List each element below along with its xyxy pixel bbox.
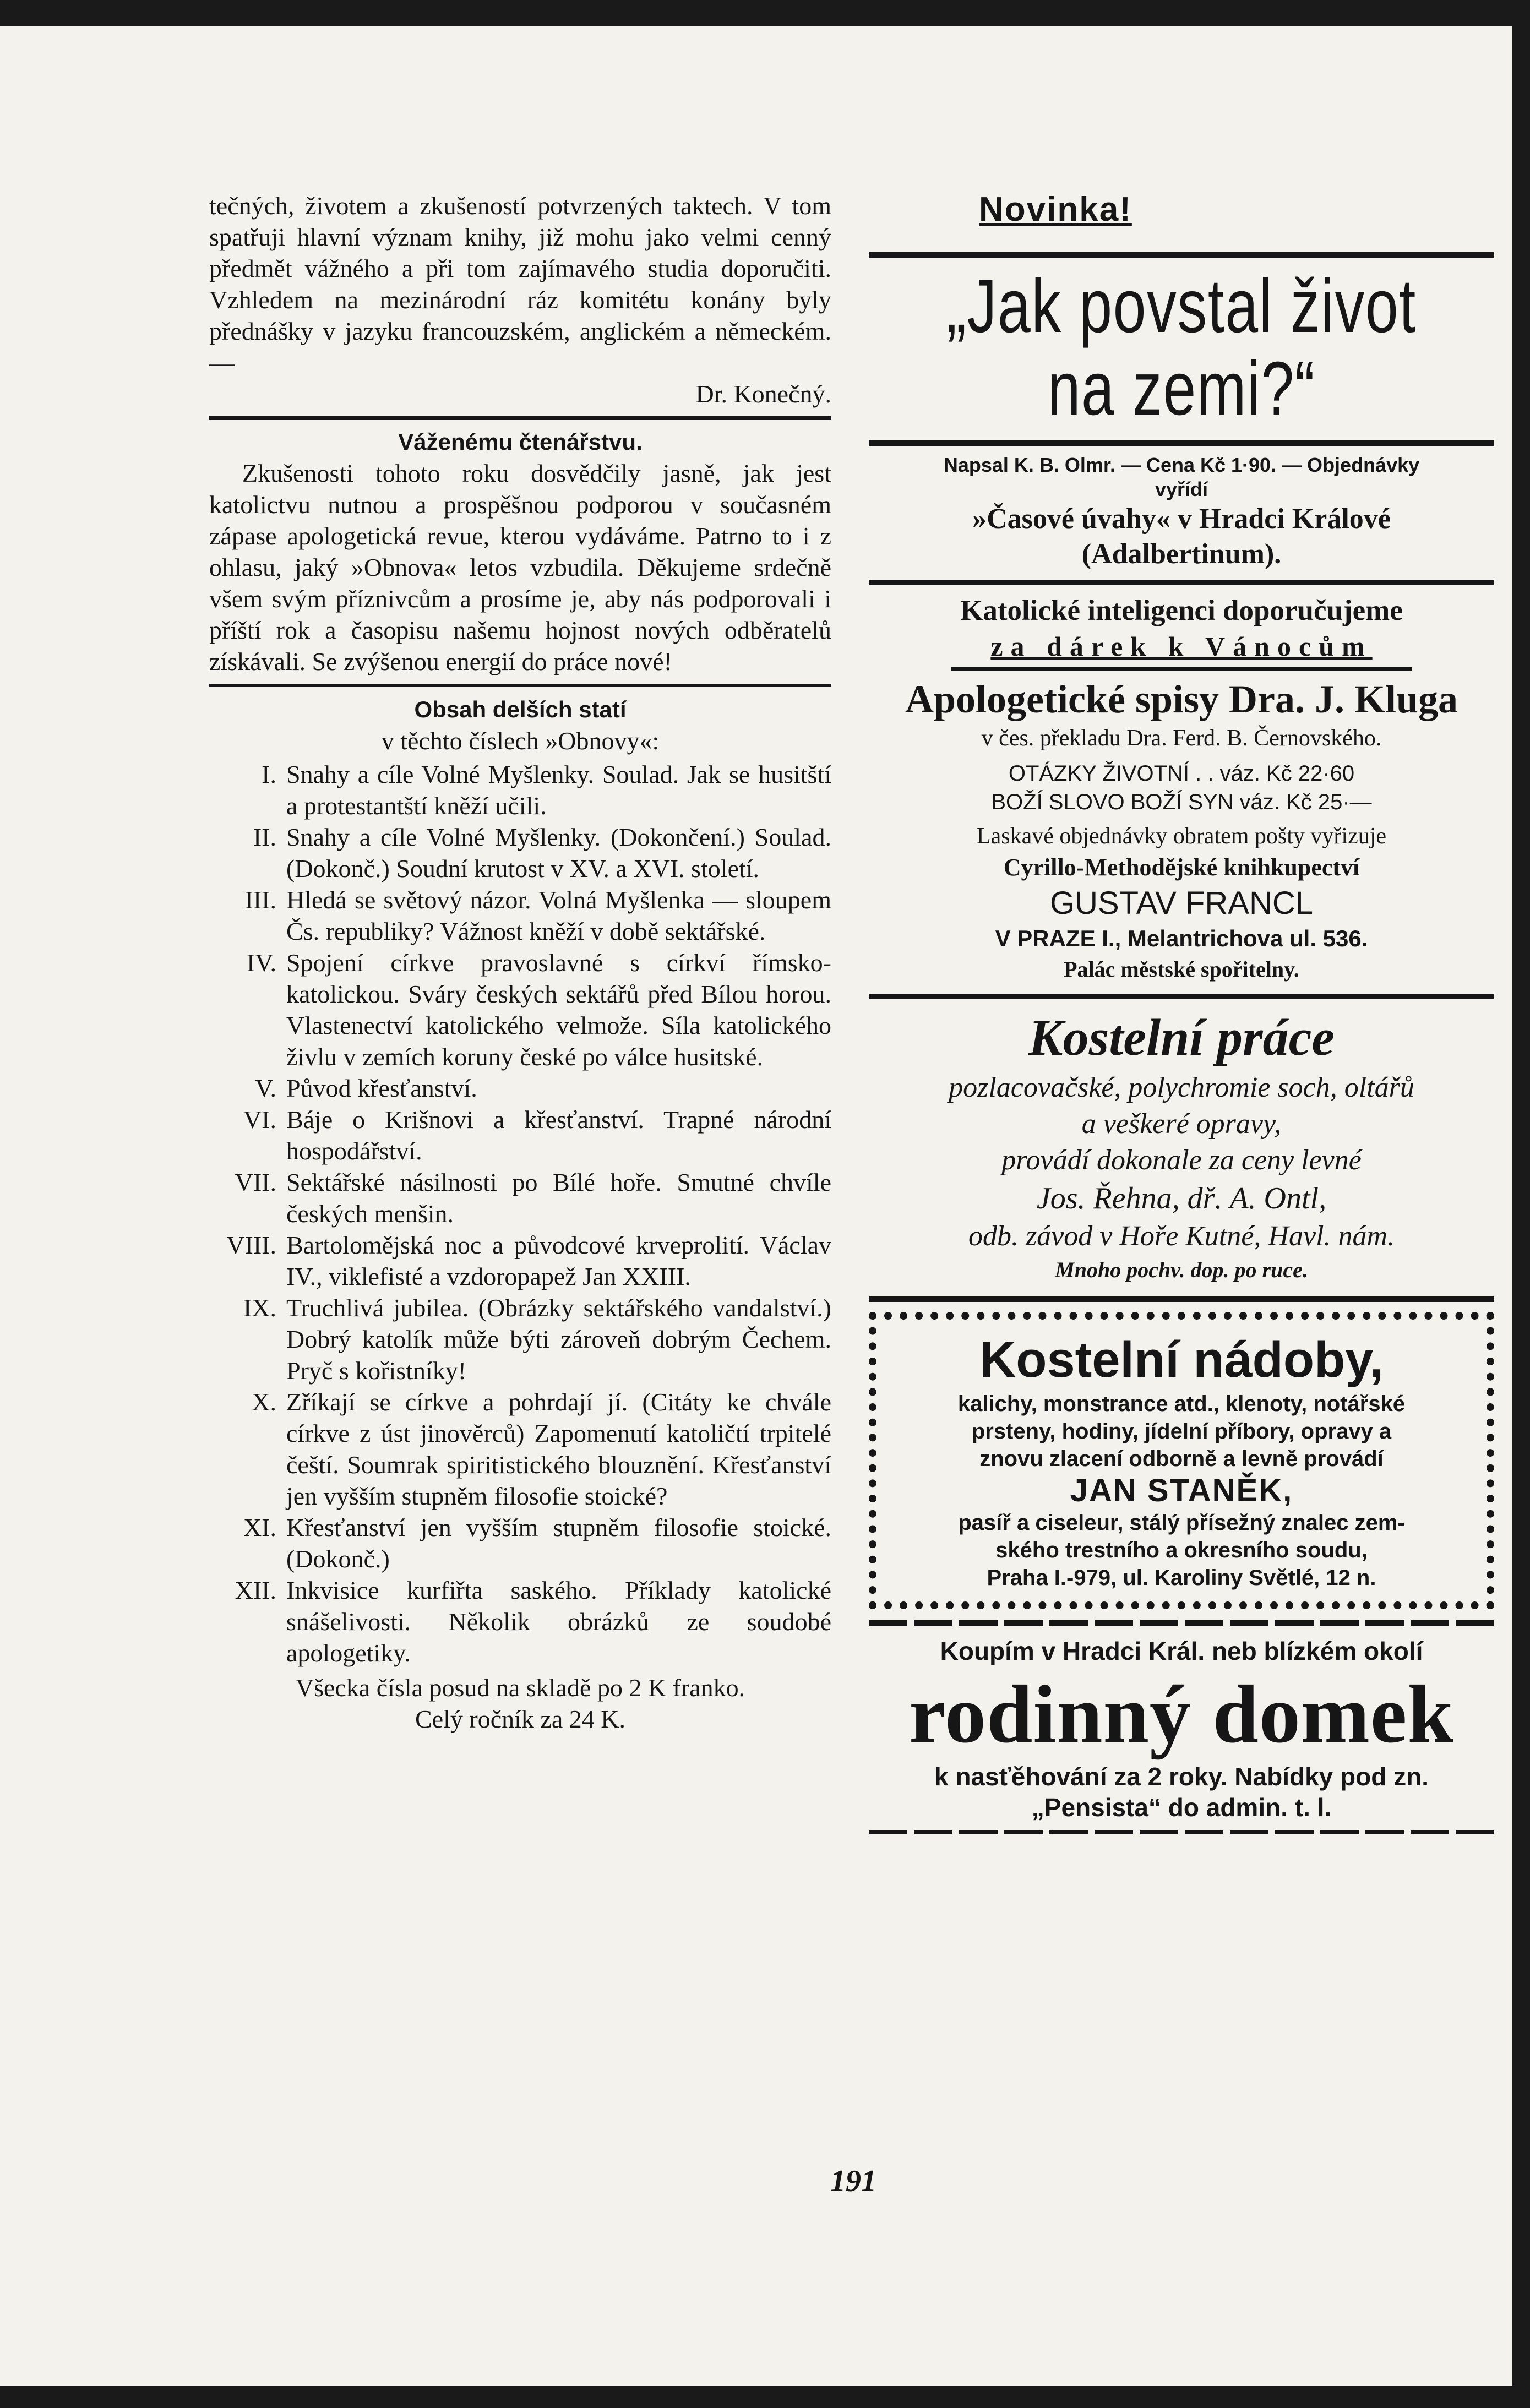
church-works-line: provádí dokonale za ceny levné [1001,1145,1362,1176]
church-works-references: Mnoho pochv. dop. po ruce. [1055,1257,1308,1282]
toc-text: Truchlivá jubilea. (Obrázky sektářského vandalství.) Dobrý katolík může býti zároveň dobrým Čechem. Pryč s kořistníky! [286,1294,831,1385]
dashed-divider [869,1830,1494,1834]
readers-heading: Váženému čtenářstvu. [398,429,643,455]
orders-note: Laskavé objednávky obratem pošty vyřizuje [976,824,1387,849]
toc-heading: Obsah delších statí [414,696,627,722]
scan-border-bottom [0,2386,1530,2408]
gift-text: za dárek k Vánocům [990,631,1373,662]
page-number: 191 [830,2164,876,2198]
stock-note: Všecka čísla posud na skladě po 2 K franko. [295,1674,745,1702]
toc-text: Snahy a cíle Volné Myšlenky. (Dokončení.) Soulad. (Dokonč.) Soudní krutost v XV. a XVI. století. [286,823,831,882]
translation-note: v čes. překladu Dra. Ferd. B. Černovského. [981,726,1382,751]
divider [869,1296,1494,1302]
toc-number: X. [252,1388,276,1416]
toc-item [209,947,831,1072]
toc-item [209,1104,831,1167]
church-works-line: pozlacovačské, polychromie soch, oltářů [949,1072,1414,1103]
toc-number: III. [244,886,276,914]
house-wanted-title: rodinný domek [909,1669,1454,1760]
toc-item [209,1292,831,1386]
toc-text: Inkvisice kurfiřta saského. Příklady katolické snášelivosti. Několik obrázků ze soudobé apologetiky. [286,1576,831,1667]
apologetic-title: Apologetické spisy Dra. J. Kluga [905,677,1458,721]
toc-text: Snahy a cíle Volné Myšlenky. Soulad. Jak se husitští a protestantští kněží učili. [286,760,831,820]
divider [869,440,1494,446]
church-works-company: Jos. Řehna, dř. A. Ontl, [1036,1181,1327,1216]
book-orders: vyřídí [1155,478,1208,500]
divider [869,580,1494,585]
publisher-name: »Časové úvahy« v Hradci Králové [972,503,1391,535]
toc-number: XII. [235,1576,276,1604]
toc-item [209,1386,831,1512]
book-price-2: BOŽÍ SLOVO BOŽÍ SYN váz. Kč 25·— [991,790,1372,814]
publisher-location: (Adalbertinum). [1081,538,1282,570]
toc-text: Křesťanství jen vyšším stupněm filosofie stoické. (Dokonč.) [286,1513,831,1573]
bookseller-name: GUSTAV FRANCL [1049,885,1314,921]
right-column [869,190,1494,1843]
book-author-price: Napsal K. B. Olmr. — Cena Kč 1·90. — Objednávky [943,454,1420,476]
divider [951,667,1412,671]
toc-item [209,884,831,947]
church-works-location: odb. závod v Hoře Kutné, Havl. nám. [968,1221,1395,1252]
recommend-heading: Katolické inteligenci doporučujeme [960,595,1403,626]
toc-number: VIII. [226,1231,276,1259]
vessels-maker-address: Praha I.-979, ul. Karoliny Světlé, 12 n. [987,1566,1376,1590]
church-works-line: a veškeré opravy, [1081,1108,1282,1140]
scan-border-top [0,0,1530,26]
toc-number: XI. [243,1513,276,1541]
bookstore-name: Cyrillo-Methodějské knihkupectví [1003,854,1360,881]
dashed-divider [869,1620,1494,1626]
toc-item [209,759,831,821]
book-title-line2: na zemi?“ [1047,346,1316,431]
house-wanted-code: „Pensista“ do admin. t. l. [1031,1793,1332,1822]
toc-text: Spojení církve pravoslavné s církví římsko-katolickou. Sváry českých sektářů před Bílou horou. Vlastenectví katolického velmože. Síla katolického živlu v zemích koruny české po válce husitské. [286,949,831,1071]
divider [209,416,831,420]
vessels-maker-line: ského trestního a okresního soudu, [995,1538,1368,1562]
toc-number: IV. [246,949,276,977]
readers-text: Zkušenosti tohoto roku dosvědčily jasně, jak jest katolictvu nutnou a prospěšnou podporou v současném zápase apologetická revue, kterou vydáváme. Patrno to i z ohlasu, jaký »Obnova« letos vzbudila. Děkujeme srdečně všem svým příznivcům a prosíme je, aby nás podporovali i příští rok a časopisu našemu hojnost nových odběratelů získávali. Se zvýšenou energií do práce nové! [209,459,831,675]
toc-text: Původ křesťanství. [286,1074,477,1102]
house-wanted-line: Koupím v Hradci Král. neb blízkém okolí [940,1637,1423,1665]
vessels-line: prsteny, hodiny, jídelní příbory, opravy a [971,1419,1392,1443]
toc-item [209,1072,831,1104]
toc-number: I. [262,760,276,788]
vessels-line: kalichy, monstrance atd., klenoty, notářské [957,1392,1406,1416]
toc-item [209,1512,831,1575]
bookseller-address: V PRAZE I., Melantrichova ul. 536. [995,925,1368,951]
signature: Dr. Konečný. [695,380,831,408]
toc-item [209,1575,831,1669]
gift-heading [869,629,1494,663]
left-column [209,190,831,1735]
toc-list [209,759,831,1669]
novinka-heading: Novinka! [979,190,1132,228]
toc-text: Sektářské násilnosti po Bílé hoře. Smutné chvíle českých menšin. [286,1168,831,1228]
toc-item [209,1167,831,1229]
toc-subheading: v těchto číslech »Obnovy«: [381,727,660,755]
divider [209,684,831,687]
readers-paragraph [209,457,831,677]
toc-item [209,1229,831,1292]
toc-number: IX. [243,1294,276,1322]
vessels-line: znovu zlacení odborně a levně provádí [979,1447,1384,1471]
toc-number: V. [255,1074,276,1102]
toc-number: VII. [235,1168,276,1196]
house-wanted-terms: k nasťěhování za 2 roky. Nabídky pod zn. [934,1762,1429,1791]
palace-note: Palác městské spořitelny. [1064,957,1299,982]
church-works-title: Kostelní práce [1028,1009,1335,1066]
toc-text: Zříkají se církve a pohrdají jí. (Citáty ke chvále církve z úst jinověrců) Zapomenutí katoličtí trpitelé čeští. Soumrak spiritistického blouznění. Křesťanství jen vyšším stupněm filosofie stoické? [286,1388,831,1510]
vessels-title: Kostelní nádoby, [979,1332,1384,1388]
annual-price: Celý ročník za 24 K. [415,1705,625,1733]
scan-border-right [1512,0,1530,2408]
vessels-ad [869,1312,1494,1609]
book-price-1: OTÁZKY ŽIVOTNÍ . . váz. Kč 22·60 [1008,761,1355,786]
divider [869,252,1494,258]
toc-text: Báje o Krišnovi a křesťanství. Trapné národní hospodářství. [286,1105,831,1165]
toc-item [209,821,831,884]
intro-paragraph: tečných, životem a zkušeností potvrzených taktech. V tom spatřuji hlavní význam knihy, již mohu jako velmi cenný předmět vážného a při tom zajímavého studia doporučiti. Vzhledem na mezinárodní ráz komitétu konány byly přednášky v jazyku francouzském, anglickém a německém. — [209,192,831,377]
toc-text: Hledá se světový názor. Volná Myšlenka — sloupem Čs. republiky? Vážnost kněží v době sektářské. [286,886,831,945]
toc-number: II. [253,823,276,851]
vessels-maker-line: pasíř a ciseleur, stálý přísežný znalec zem- [958,1511,1405,1535]
toc-number: VI. [243,1105,276,1134]
book-title-line1: „Jak povstal život [946,264,1417,348]
divider [869,994,1494,999]
vessels-maker: JAN STANĚK, [1070,1473,1293,1508]
toc-text: Bartolomějská noc a původcové krveprolití. Václav IV., viklefisté a vzdoropapež Jan XXIII. [286,1231,831,1290]
